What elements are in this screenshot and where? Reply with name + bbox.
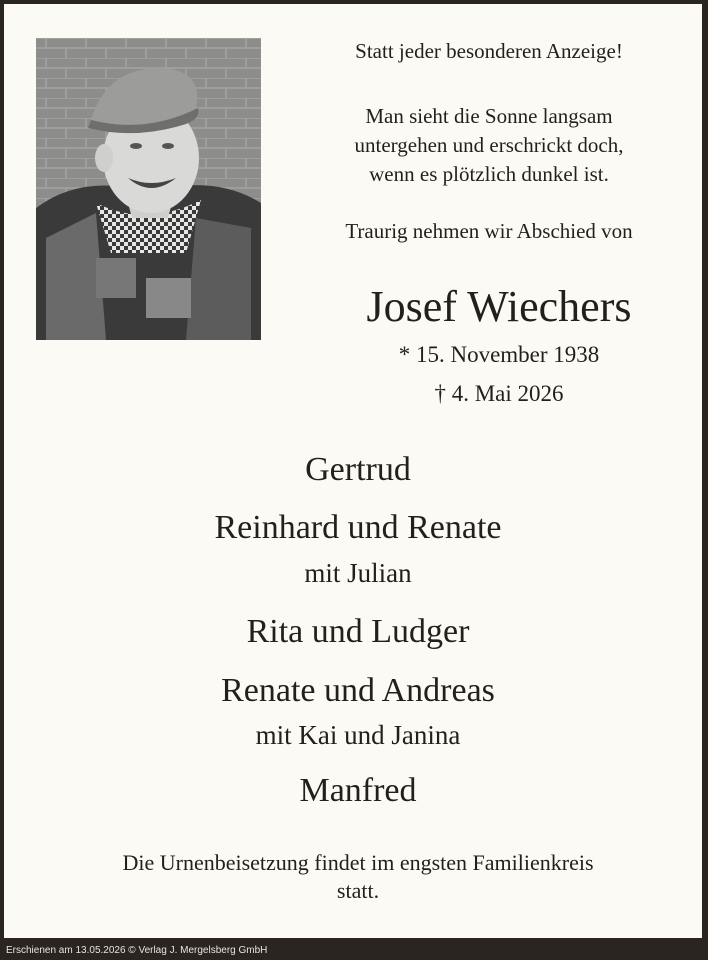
poem-line: untergehen und erschrickt doch, (354, 133, 624, 157)
deceased-name: Josef Wiechers (366, 282, 632, 331)
closing-line: statt. (336, 878, 380, 903)
obituary-notice (4, 4, 702, 938)
death-date: † 4. Mai 2026 (434, 381, 564, 406)
portrait-photo-icon (36, 38, 261, 340)
family-member: Manfred (299, 772, 417, 809)
farewell-text: Traurig nehmen wir Abschied von (345, 219, 633, 243)
poem (289, 102, 689, 189)
intro-text: Statt jeder besonderen Anzeige! (355, 39, 623, 63)
family-member-sub: mit Kai und Janina (255, 720, 461, 750)
publication-footer: Erschienen am 13.05.2026 © Verlag J. Mergelsberg GmbH (6, 945, 268, 956)
family-member: Reinhard und Renate (214, 509, 502, 546)
birth-date: * 15. November 1938 (398, 342, 600, 367)
family-member: Renate und Andreas (221, 672, 495, 709)
poem-line: Man sieht die Sonne langsam (365, 104, 613, 128)
family-member: Rita und Ludger (246, 613, 470, 650)
family-member-sub: mit Julian (304, 558, 412, 588)
family-member: Gertrud (305, 451, 411, 488)
closing-line: Die Urnenbeisetzung findet im engsten Familienkreis (122, 850, 594, 875)
poem-line: wenn es plötzlich dunkel ist. (369, 162, 609, 186)
closing-text (4, 849, 708, 905)
